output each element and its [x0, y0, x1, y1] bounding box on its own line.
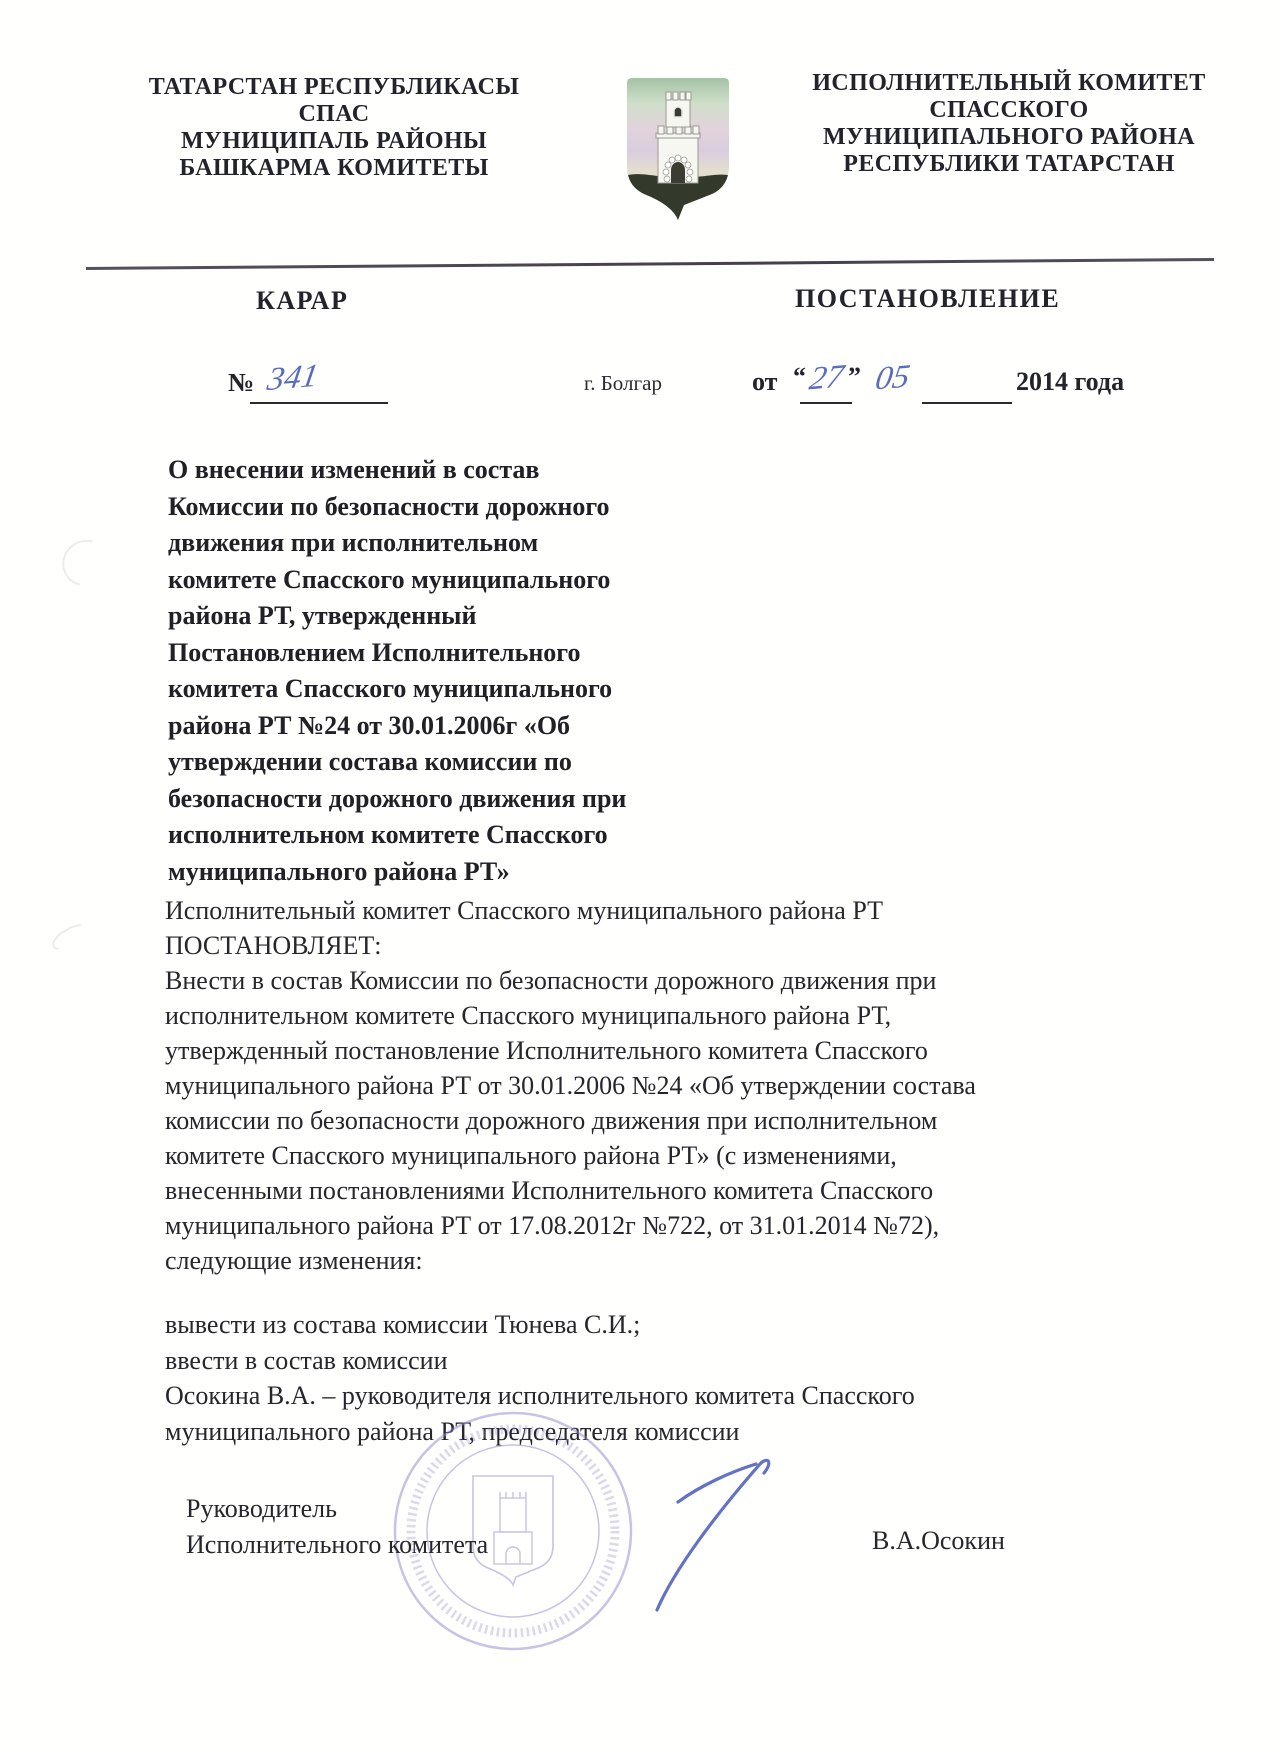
date-month-handwritten: 05 [872, 358, 913, 398]
header-left-line: МУНИЦИПАЛЬ РАЙОНЫ [181, 128, 487, 154]
title-line: движения при исполнительном [168, 528, 539, 557]
title-line: О внесении изменений в состав [168, 455, 540, 484]
body-paragraph-1 [165, 893, 976, 1278]
date-year-label: 2014 года [1016, 367, 1125, 396]
body-line: внесенными постановлениями Исполнительного комитета Спасского [165, 1176, 934, 1205]
doc-type-karar: КАРАР [256, 286, 349, 315]
signature-role-line1: Руководитель [186, 1494, 337, 1523]
title-line: комитета Спасского муниципального [168, 674, 613, 703]
number-underline [250, 402, 388, 404]
title-line: района РТ №24 от 30.01.2006г «Об [168, 710, 571, 740]
title-block [168, 452, 626, 890]
body-line: вывести из состава комиссии Тюнева С.И.; [165, 1310, 641, 1339]
body-line: ПОСТАНОВЛЯЕТ: [165, 931, 382, 960]
body-line: Внести в состав Комиссии по безопасности дорожного движения при [165, 966, 937, 995]
body-line: Исполнительный комитет Спасского муниципального района РТ [165, 896, 883, 925]
title-line: комитете Спасского муниципального [168, 564, 611, 594]
title-line: исполнительном комитете Спасского [168, 820, 608, 849]
title-line: муниципального района РТ» [168, 856, 510, 886]
date-quote-close-icon: ” [848, 362, 861, 391]
body-line: комиссии по безопасности дорожного движения при исполнительном [165, 1106, 938, 1135]
body-line: муниципального района РТ, председателя комиссии [165, 1416, 740, 1446]
header-left-line: БАШКАРМА КОМИТЕТЫ [179, 155, 489, 181]
signature-role-line2: Исполнительного комитета [186, 1530, 489, 1559]
date-day-handwritten: 27 [806, 358, 847, 398]
doc-type-postanovlenie: ПОСТАНОВЛЕНИЕ [795, 284, 1061, 313]
header-right-line: МУНИЦИПАЛЬНОГО РАЙОНА [822, 124, 1196, 150]
header-left-block [118, 74, 550, 182]
date-month-underline [922, 402, 1012, 404]
header-right-block [778, 70, 1240, 178]
number-label: № [228, 368, 255, 397]
date-quote-open-icon: “ [793, 362, 806, 391]
date-day-underline [800, 402, 852, 404]
header-left-line: ТАТАРСТАН РЕСПУБЛИКАСЫ [148, 74, 520, 100]
body-line: утвержденный постановление Исполнительного комитета Спасского [165, 1036, 928, 1065]
title-line: Комиссии по безопасности дорожного [168, 491, 610, 521]
title-line: утверждении состава комиссии по [168, 747, 572, 776]
title-line: района РТ, утвержденный [168, 601, 477, 630]
body-line: муниципального района РТ от 17.08.2012г №722, от 31.01.2014 №72), [165, 1211, 940, 1240]
number-handwritten: 341 [264, 357, 321, 399]
body-line: муниципального района РТ от 30.01.2006 №24 «Об утверждении состава [165, 1071, 976, 1100]
header-right-line: ИСПОЛНИТЕЛЬНЫЙ КОМИТЕТ [812, 70, 1206, 96]
scan-artifact [48, 919, 92, 955]
scan-artifact [54, 531, 119, 595]
body-line: следующие изменения: [165, 1246, 423, 1275]
signature-stroke-icon [630, 1438, 810, 1623]
signature-name: В.А.Осокин [872, 1526, 1005, 1555]
header-right-line: СПАССКОГО [929, 97, 1089, 123]
coat-of-arms-icon [621, 73, 735, 227]
body-line: Осокина В.А. – руководителя исполнительного комитета Спасского [165, 1381, 915, 1410]
date-from-label: от [752, 367, 778, 396]
number-date-line [0, 357, 1275, 412]
title-line: безопасности дорожного движения при [168, 783, 627, 813]
body-line: исполнительном комитете Спасского муниципального района РТ, [165, 1001, 892, 1030]
header-left-line: СПАС [298, 101, 370, 127]
title-line: Постановлением Исполнительного [168, 637, 581, 667]
header-right-line: РЕСПУБЛИКИ ТАТАРСТАН [843, 151, 1175, 177]
place-label: г. Болгар [584, 371, 662, 395]
divider-rule [86, 258, 1214, 270]
body-line: ввести в состав комиссии [165, 1345, 448, 1375]
body-line: комитете Спасского муниципального района РТ» (с изменениями, [165, 1141, 897, 1170]
